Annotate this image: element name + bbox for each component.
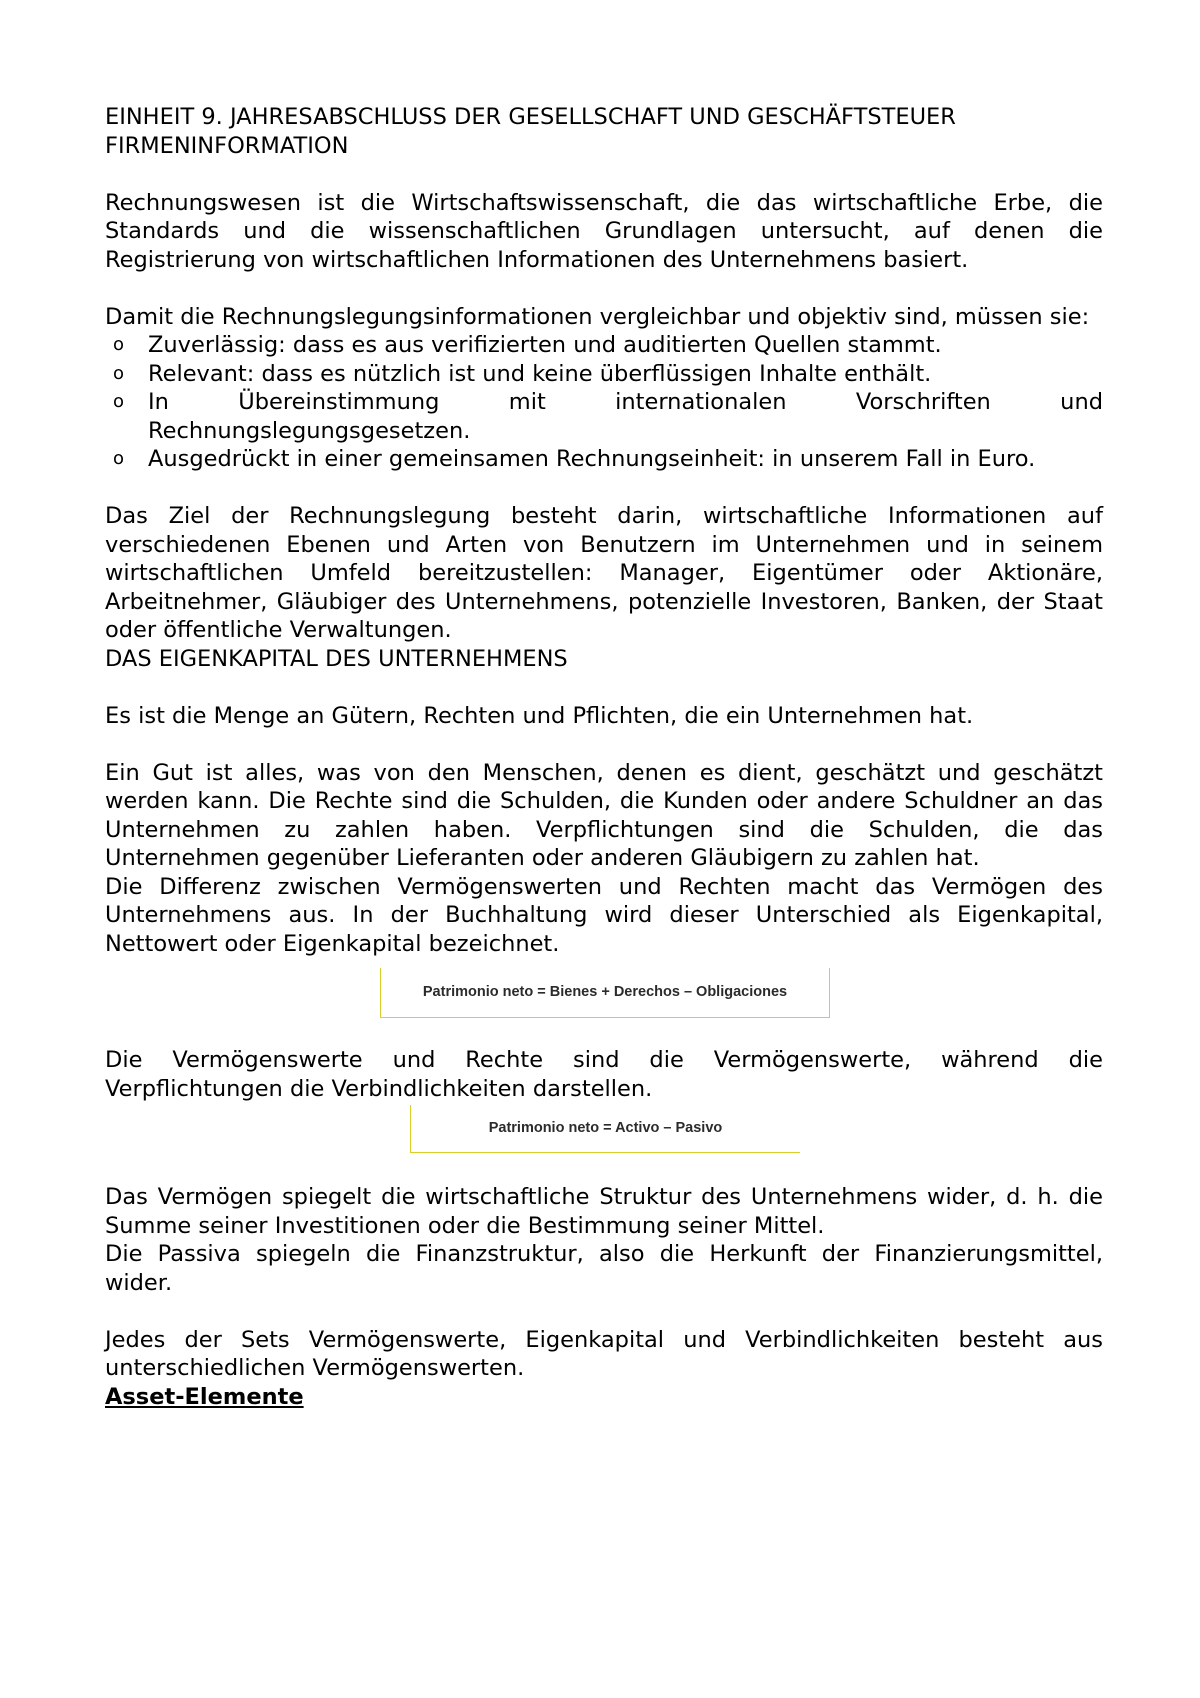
section-heading-firmeninformation: FIRMENINFORMATION: [105, 132, 349, 159]
list-item-text: Zuverlässig: dass es aus verifizierten und auditierten Quellen stammt.: [148, 332, 942, 358]
list-item: [105, 331, 1103, 360]
paragraph-vermoegen-struktur: Das Vermögen spiegelt die wirtschaftliche Struktur des Unternehmens wider, d. h. die Summe seiner Investitionen oder die Bestimmung seiner Mittel.: [105, 1184, 1103, 1239]
bullet-icon: o: [113, 391, 125, 412]
requirements-list: [105, 331, 1103, 474]
list-item-text: Ausgedrückt in einer gemeinsamen Rechnungseinheit: in unserem Fall in Euro.: [148, 446, 1036, 472]
section-heading-eigenkapital: DAS EIGENKAPITAL DES UNTERNEHMENS: [105, 645, 568, 672]
bullet-icon: o: [113, 362, 125, 384]
paragraph-gut-rechte-pflichten: Ein Gut ist alles, was von den Menschen, denen es dient, geschätzt und geschätzt werden kann. Die Rechte sind die Schulden, die Kunden oder andere Schuldner an das Unternehmen zu zahlen haben. Verpflichtungen sind die Schulden, die das Unternehmen gegenüber Lieferanten oder anderen Gläubigern zu zahlen hat.: [105, 759, 1103, 871]
formula-text: Patrimonio neto = Bienes + Derechos – Obligaciones: [422, 984, 788, 1001]
paragraph-ziel-der-rechnungslegung: Das Ziel der Rechnungslegung besteht darin, wirtschaftliche Informationen auf verschiedenen Ebenen und Arten von Benutzern im Unternehmen und in seinem wirtschaftlichen Umfeld bereitzustellen: Manager, Eigentümer oder Aktionäre, Arbeitnehmer, Gläubiger des Unternehmens, potenzielle Investoren, Banken, der Staat oder öffentliche Verwaltungen.: [105, 503, 1103, 643]
document-title: EINHEIT 9. JAHRESABSCHLUSS DER GESELLSCHAFT UND GESCHÄFTSTEUER: [105, 104, 956, 130]
paragraph-eigenkapital-definition: Es ist die Menge an Gütern, Rechten und Pflichten, die ein Unternehmen hat.: [105, 702, 974, 729]
bullet-icon: o: [113, 334, 125, 355]
paragraph-sets: Jedes der Sets Vermögenswerte, Eigenkapital und Verbindlichkeiten besteht aus unterschiedlichen Vermögenswerten.: [105, 1326, 1103, 1381]
formula-patrimonio-neto-bienes: [380, 968, 830, 1018]
paragraph-rechnungswesen: Rechnungswesen ist die Wirtschaftswissenschaft, die das wirtschaftliche Erbe, die Standards und die wissenschaftlichen Grundlagen untersucht, auf denen die Registrierung von wirtschaftlichen Informationen des Unternehmens basiert.: [105, 189, 1103, 273]
document-page: [105, 103, 1103, 1411]
paragraph-passiva: Die Passiva spiegeln die Finanzstruktur, also die Herkunft der Finanzierungsmittel, wider.: [105, 1241, 1103, 1296]
list-item: [105, 388, 1103, 445]
bullet-icon: o: [113, 448, 125, 469]
paragraph-requirements-intro: Damit die Rechnungslegungsinformationen vergleichbar und objektiv sind, müssen sie:: [105, 303, 1090, 330]
list-item-text: In Übereinstimmung mit internationalen Vorschriften und Rechnungslegungsgesetzen.: [148, 389, 1103, 444]
list-item-text: Relevant: dass es nützlich ist und keine überflüssigen Inhalte enthält.: [148, 360, 932, 387]
formula-text: Patrimonio neto = Activo – Pasivo: [488, 1120, 723, 1137]
paragraph-vermoegenswerte-verbindlichkeiten: Die Vermögenswerte und Rechte sind die Vermögenswerte, während die Verpflichtungen die Verbindlichkeiten darstellen.: [105, 1047, 1103, 1102]
formula-patrimonio-neto-activo: [410, 1105, 800, 1153]
list-item: [105, 360, 1103, 389]
asset-elemente-heading: Asset-Elemente: [105, 1383, 304, 1410]
list-item: [105, 445, 1103, 474]
paragraph-differenz: Die Differenz zwischen Vermögenswerten und Rechten macht das Vermögen des Unternehmens aus. In der Buchhaltung wird dieser Unterschied als Eigenkapital, Nettowert oder Eigenkapital bezeichnet.: [105, 873, 1103, 957]
